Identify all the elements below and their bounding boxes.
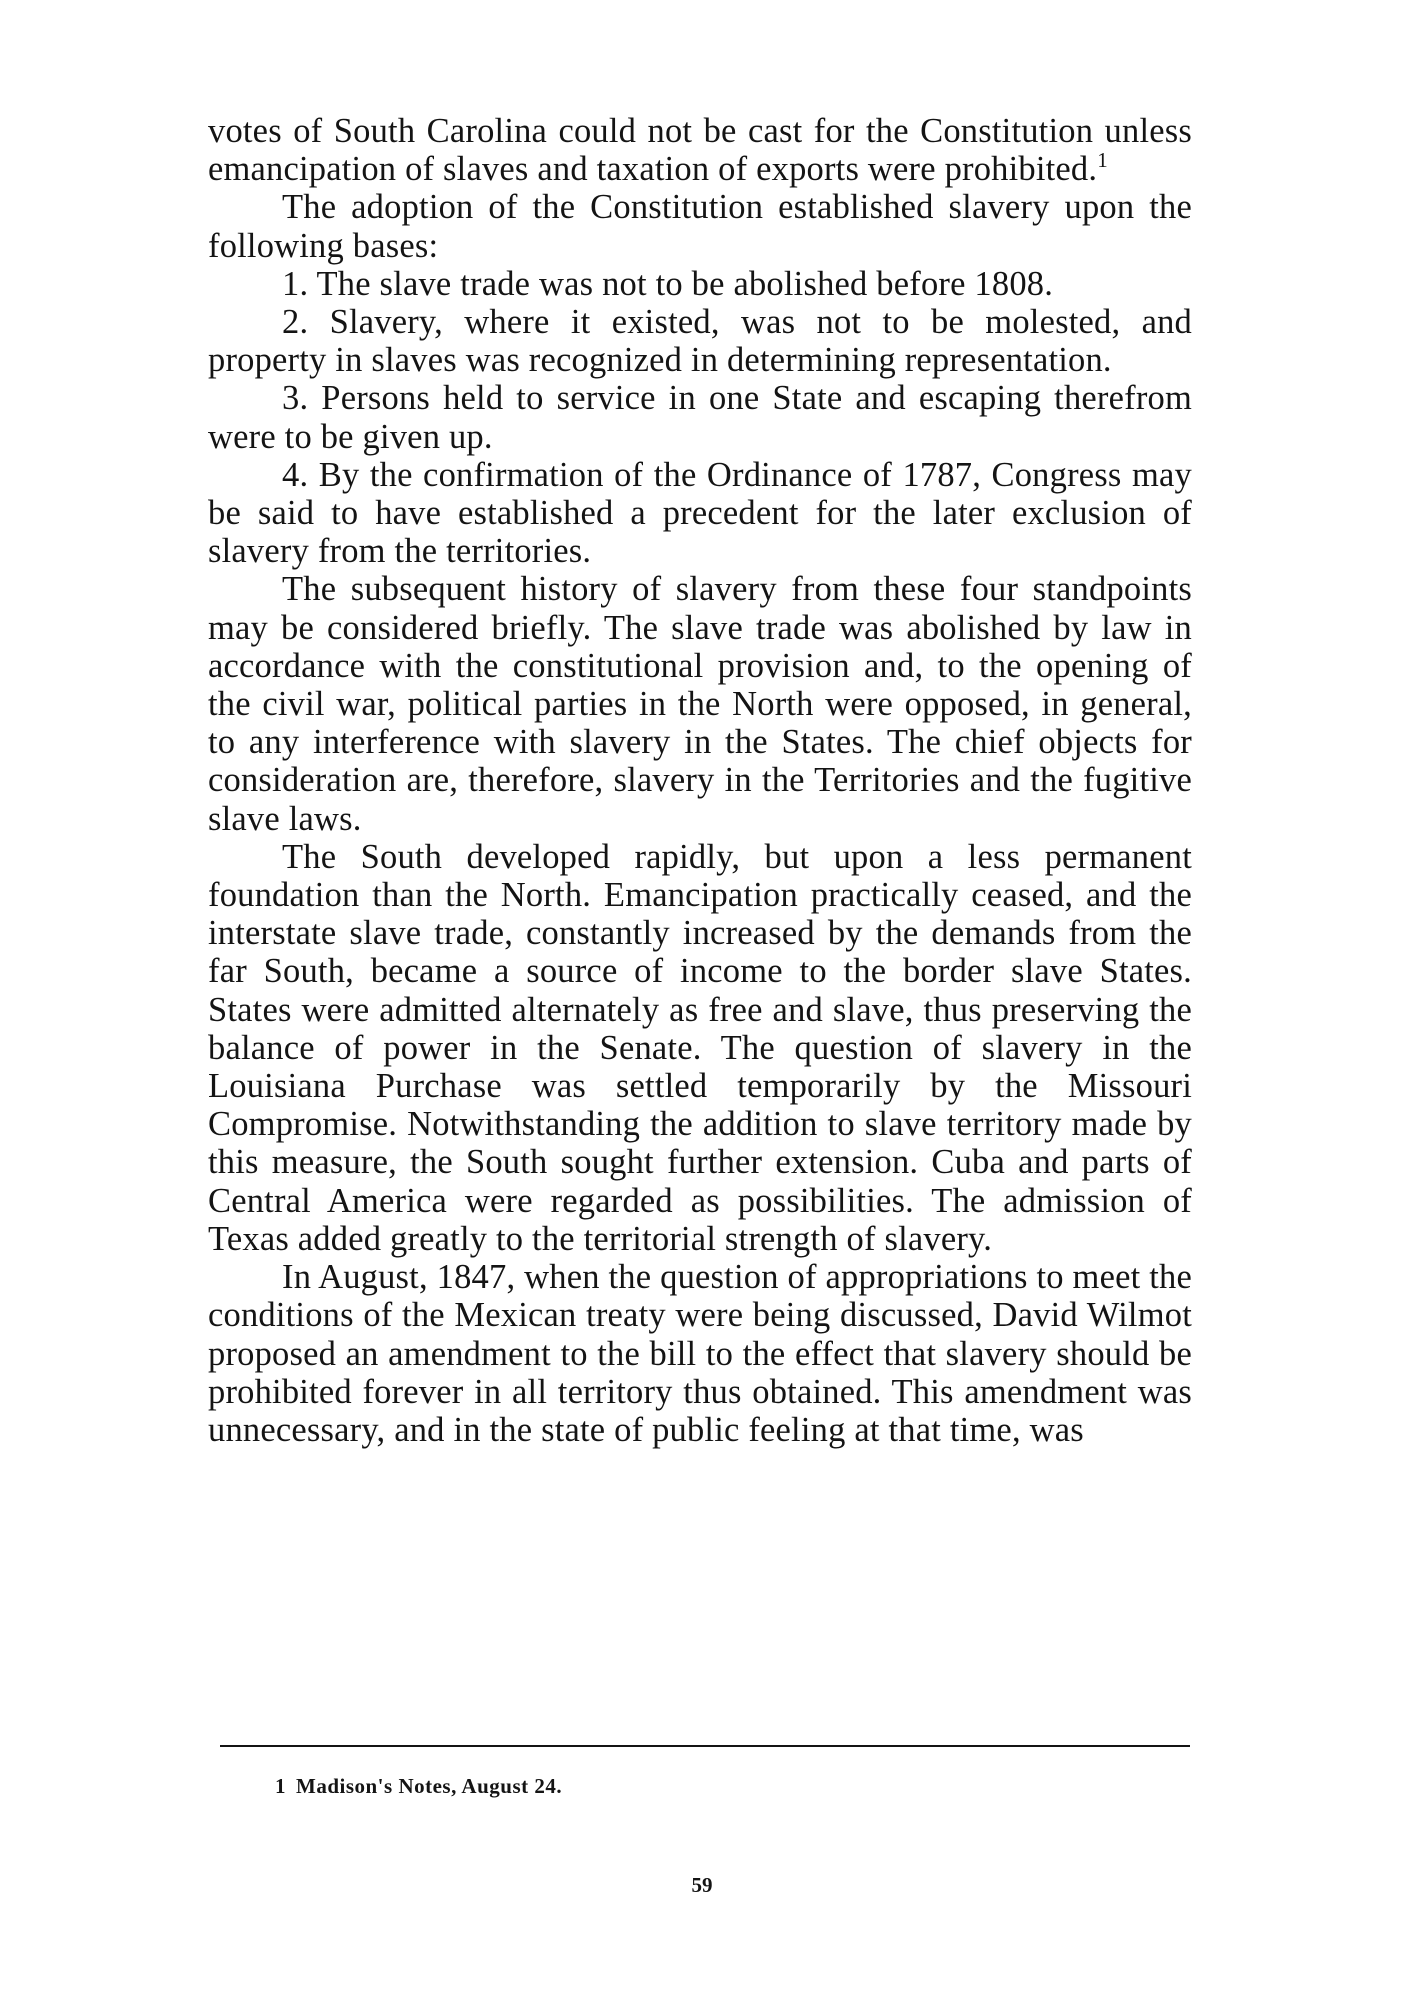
paragraph: The adoption of the Constitution established slavery upon the following bases: <box>208 188 1192 265</box>
paragraph: In August, 1847, when the question of appropriations to meet the conditions of the Mexican treaty were being discussed, David Wilmot proposed an amendment to the bill to the effect that slavery should be prohibited forever in all territory thus obtained. This amendment was unnecessary, and in the state of public feeling at that time, was <box>208 1258 1192 1449</box>
list-item: 4. By the confirmation of the Ordinance of 1787, Congress may be said to have established a precedent for the later exclusion of slavery from the territories. <box>208 455 1192 571</box>
list-item: 3. Persons held to service in one State and escaping therefrom were to be given up. <box>208 379 1192 456</box>
list-item: 2. Slavery, where it existed, was not to be molested, and property in slaves was recognized in determining representation. <box>208 303 1192 380</box>
page-number: 59 <box>691 1873 713 1897</box>
paragraph-text: votes of South Carolina could not be cast for the Constitution unless emancipation of slaves and taxation of exports were prohibited. <box>208 112 1192 189</box>
body-text <box>208 112 1192 1449</box>
footnote-reference: 1 <box>1097 148 1108 173</box>
footnote-divider <box>220 1745 1190 1747</box>
footnote-text: Madison's Notes, August 24. <box>296 1774 563 1798</box>
paragraph-continuation <box>208 112 1192 188</box>
paragraph: The subsequent history of slavery from these four standpoints may be considered briefly. The slave trade was abolished by law in accordance with the constitutional provision and, to the opening of the civil war, political parties in the North were opposed, in general, to any interference with slavery in the States. The chief objects for consideration are, therefore, slavery in the Territories and the fugitive slave laws. <box>208 570 1192 838</box>
list-item: 1. The slave trade was not to be abolished before 1808. <box>282 264 1054 303</box>
footnote <box>275 1773 562 1799</box>
footnote-number: 1 <box>275 1774 286 1798</box>
paragraph: The South developed rapidly, but upon a less permanent foundation than the North. Emancipation practically ceased, and the interstate slave trade, constantly increased by the demands from the far South, became a source of income to the border slave States. States were admitted alternately as free and slave, thus preserving the balance of power in the Senate. The question of slavery in the Louisiana Purchase was settled temporarily by the Missouri Compromise. Notwithstanding the addition to slave territory made by this measure, the South sought further extension. Cuba and parts of Central America were regarded as possibilities. The admission of Texas added greatly to the territorial strength of slavery. <box>208 837 1192 1258</box>
